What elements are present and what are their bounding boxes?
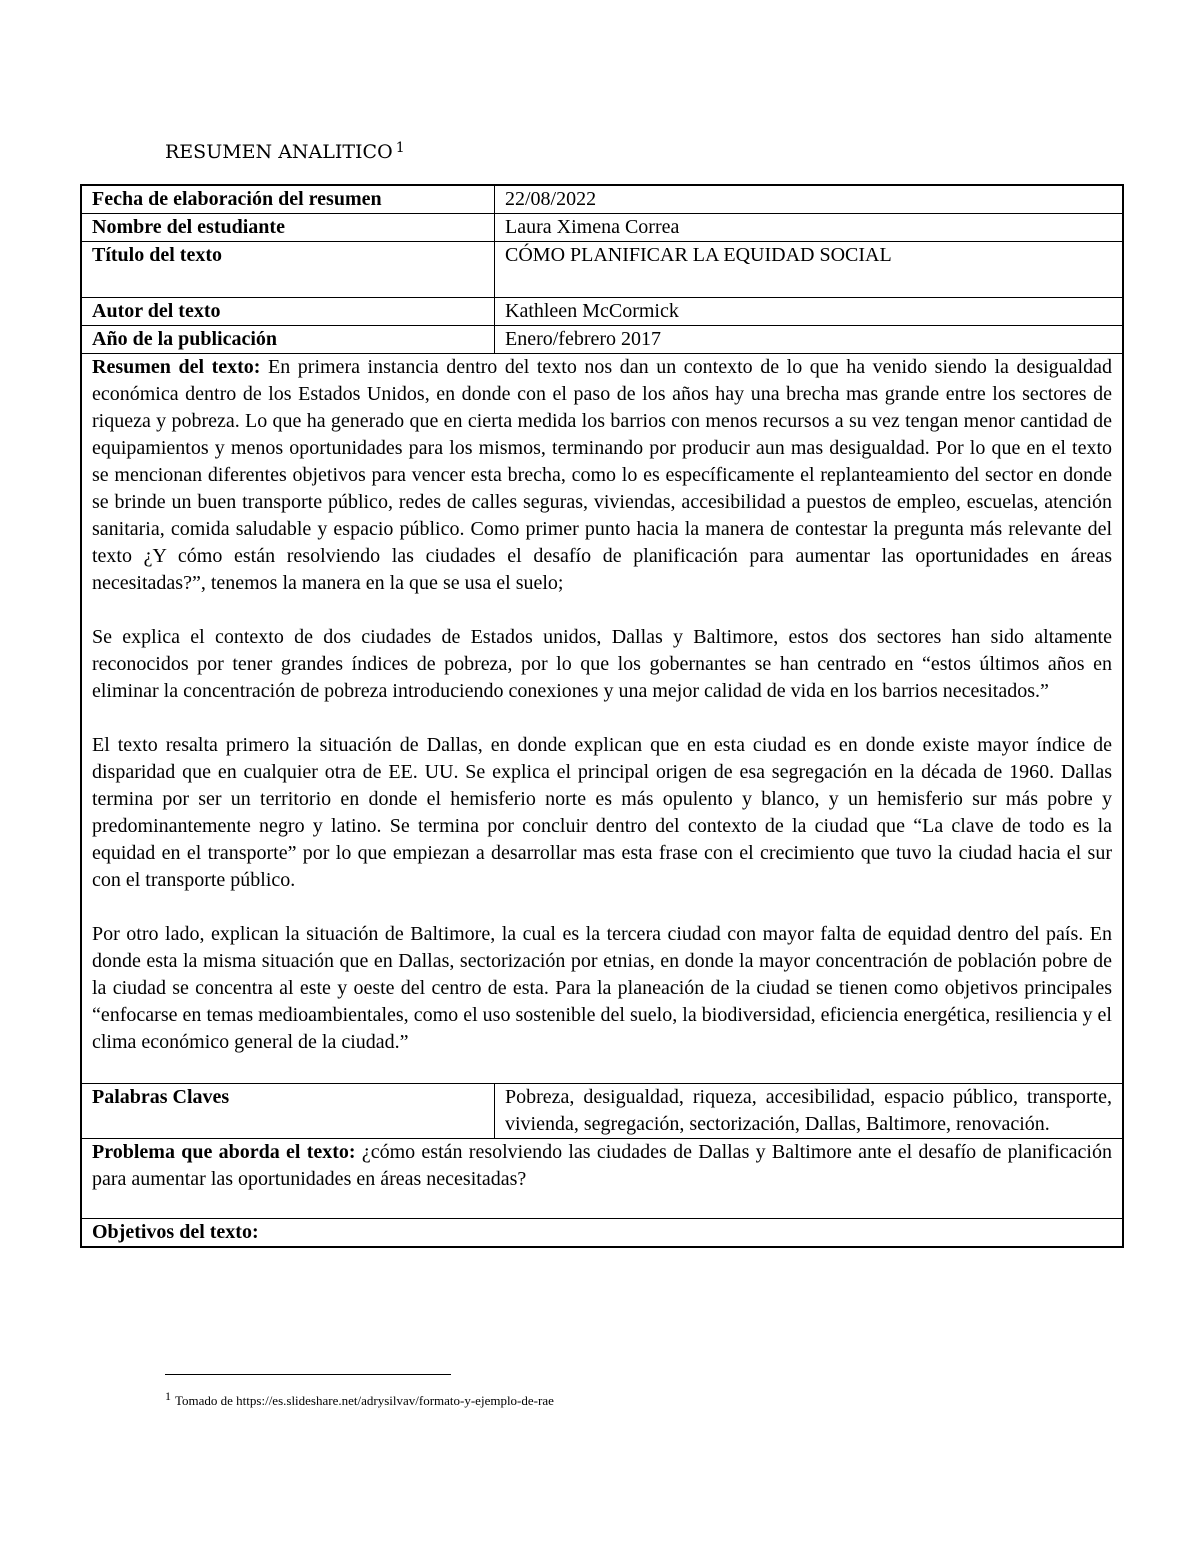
footnote-number: 1 [165, 1389, 171, 1403]
row-anio [81, 326, 1123, 354]
nombre-value: Laura Ximena Correa [495, 214, 1124, 242]
footnote-separator [165, 1374, 451, 1375]
problema-value: ¿cómo están resolviendo las ciudades de Dallas y Baltimore ante el desafío de planificación para aumentar las oportunidades en áreas necesitadas? [92, 1141, 1112, 1190]
resumen-paragraph-4: Por otro lado, explican la situación de Baltimore, la cual es la tercera ciudad con mayor falta de equidad dentro del país. En donde esta la misma situación que en Dallas, sectorización por etnias, en donde la mayor concentración de población pobre de la ciudad se concentra al este y oeste del centro de esta. Para la planeación de la ciudad se tienen como objetivos principales “enfocarse en temas medioambientales, como el uso sostenible del suelo, la biodiversidad, eficiencia energética, resiliencia y el clima económico general de la ciudad.” [92, 923, 1112, 1053]
rae-table [80, 184, 1124, 1248]
titulo-value: CÓMO PLANIFICAR LA EQUIDAD SOCIAL [495, 242, 1124, 298]
anio-label: Año de la publicación [81, 326, 495, 354]
resumen-paragraph-1: En primera instancia dentro del texto nos dan un contexto de lo que ha venido siendo la desigualdad económica dentro de los Estados Unidos, en donde con el paso de los años hay una brecha mas grande entre los sectores de riqueza y pobreza. Lo que ha generado que en cierta medida los barrios con menos recursos a su vez tengan menor cantidad de equipamientos y menos oportunidades para los mismos, terminando por producir aun mas desigualdad. Por lo que en el texto se mencionan diferentes objetivos para vencer esta brecha, como lo es específicamente el replanteamiento del sector en donde se brinde un buen transporte público, redes de calles seguras, viviendas, accesibilidad a puestos de empleo, escuelas, atención sanitaria, comida saludable y espacio público. Como primer punto hacia la manera de contestar la pregunta más relevante del texto ¿Y cómo están resolviendo las ciudades el desafío de planificación para aumentar las oportunidades en áreas necesitadas?”, tenemos la manera en la que se usa el suelo; [92, 356, 1112, 594]
row-problema [81, 1139, 1123, 1219]
objetivos-label: Objetivos del texto: [92, 1221, 259, 1243]
footnote [165, 1389, 554, 1409]
fecha-label: Fecha de elaboración del resumen [81, 185, 495, 214]
resumen-paragraph-3: El texto resalta primero la situación de Dallas, en donde explican que en esta ciudad es en donde existe mayor índice de disparidad que en cualquier otra de EE. UU. Se explica el principal origen de esa segregación en la década de 1960. Dallas termina por ser un territorio en donde el hemisferio norte es más opulento y blanco, y un hemisferio sur más pobre y predominantemente negro y latino. Se termina por concluir dentro del contexto de la ciudad que “La clave de todo es la equidad en el transporte” por lo que empiezan a desarrollar mas esta frase con el crecimiento que tuvo la ciudad hacia el sur con el transporte público. [92, 734, 1112, 891]
row-fecha [81, 185, 1123, 214]
problema-label: Problema que aborda el texto: [92, 1141, 356, 1163]
row-autor [81, 298, 1123, 326]
resumen-label: Resumen del texto: [92, 356, 261, 378]
anio-value: Enero/febrero 2017 [495, 326, 1124, 354]
row-resumen [81, 354, 1123, 1084]
palabras-label: Palabras Claves [81, 1084, 495, 1139]
row-objetivos [81, 1219, 1123, 1248]
row-titulo [81, 242, 1123, 298]
palabras-value: Pobreza, desigualdad, riqueza, accesibilidad, espacio público, transporte, vivienda, segregación, sectorización, Dallas, Baltimore, renovación. [495, 1084, 1124, 1139]
resumen-paragraph-2: Se explica el contexto de dos ciudades de Estados unidos, Dallas y Baltimore, estos dos sectores han sido altamente reconocidos por tener grandes índices de pobreza, por lo que los gobernantes se han centrado en “estos últimos años en eliminar la concentración de pobreza introduciendo conexiones y una mejor calidad de vida en los barrios necesitados.” [92, 626, 1112, 702]
row-nombre [81, 214, 1123, 242]
objetivos-cell [81, 1219, 1123, 1248]
resumen-cell [81, 354, 1123, 1084]
titulo-label: Título del texto [81, 242, 495, 298]
footnote-text: Tomado de https://es.slideshare.net/adrysilvav/formato-y-ejemplo-de-rae [175, 1393, 554, 1408]
resumen-paragraph [92, 354, 1112, 597]
problema-cell [81, 1139, 1123, 1219]
autor-label: Autor del texto [81, 298, 495, 326]
fecha-value: 22/08/2022 [495, 185, 1124, 214]
page-title-text: RESUMEN ANALITICO [165, 141, 393, 163]
page-title [165, 140, 405, 163]
footnote-reference: 1 [395, 140, 405, 156]
nombre-label: Nombre del estudiante [81, 214, 495, 242]
row-palabras [81, 1084, 1123, 1139]
autor-value: Kathleen McCormick [495, 298, 1124, 326]
